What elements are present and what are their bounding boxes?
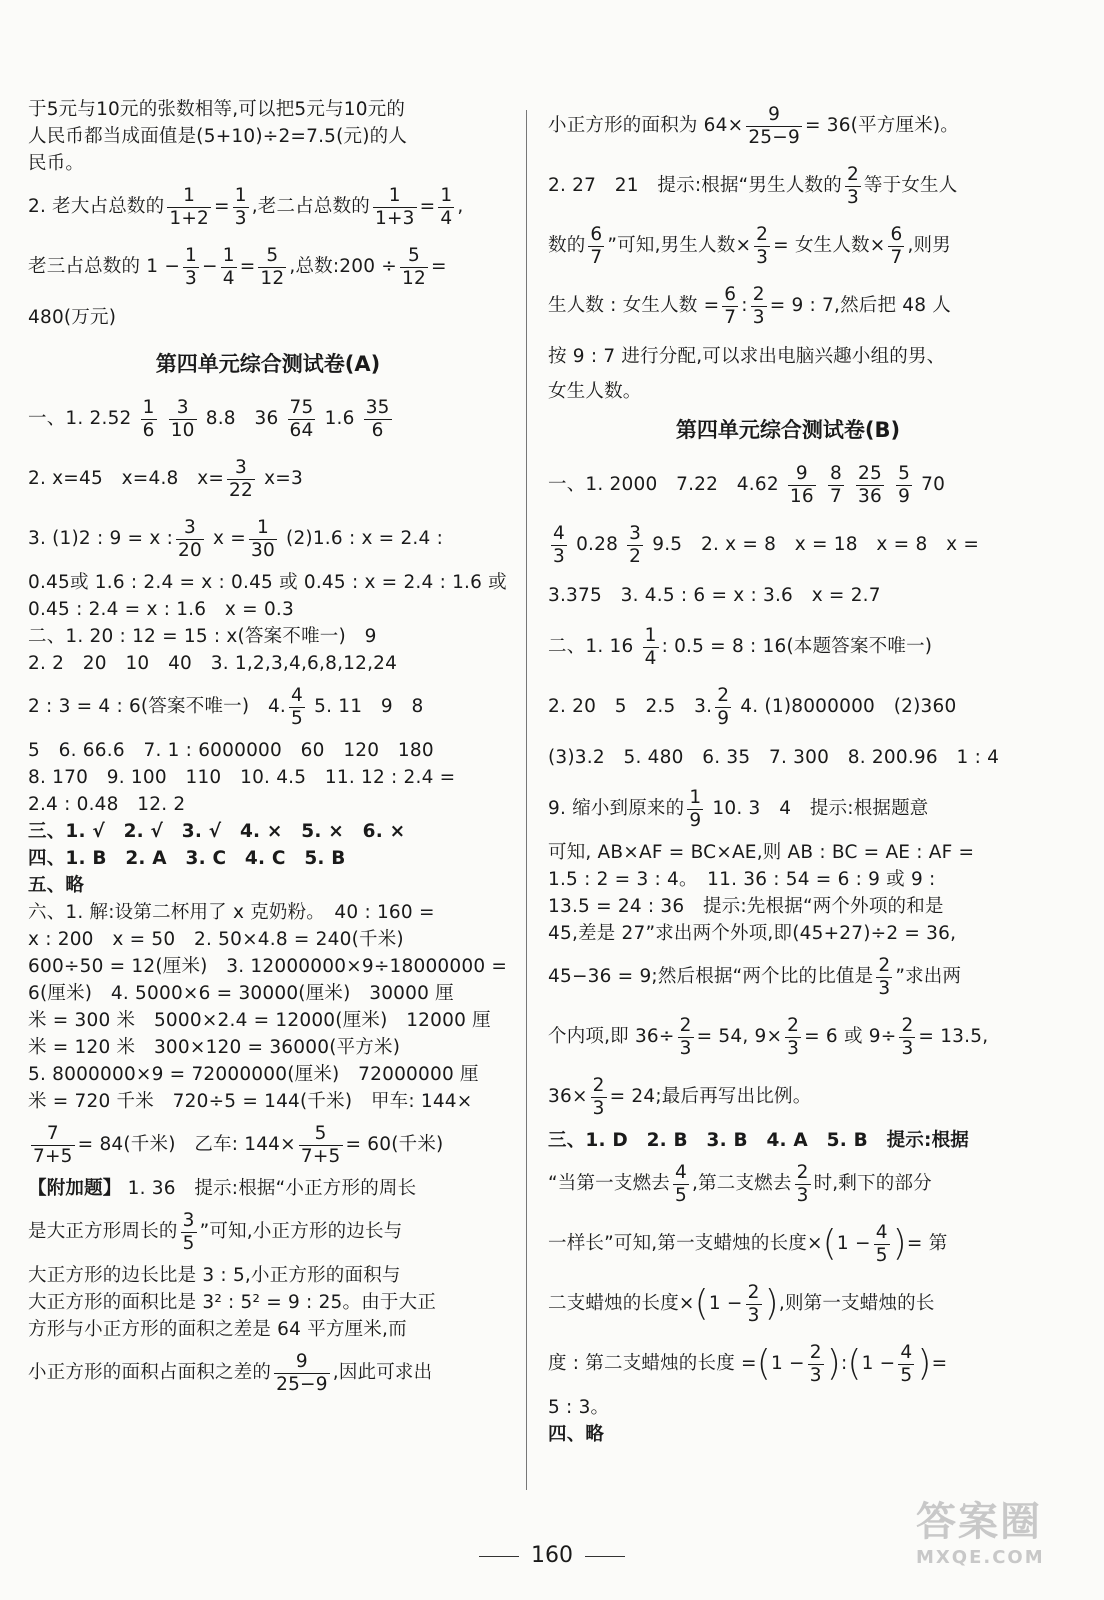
fraction: $\frac{1}{4}$	[440, 184, 453, 229]
text-line: x : 200 x = 50 2. 50×4.8 = 240(千米)	[28, 929, 404, 950]
text-line: 度 : 第二支蜡烛的长度 =(1 − $\frac{2}{3}$ ):(1 − $\frac{4}{5}$ )=	[548, 1341, 948, 1386]
watermark-logo: 答案圈 MXQE.COM	[916, 1499, 1045, 1568]
text-line: 45−36 = 9;然后根据“两个比的比值是 $\frac{2}{3}$ ”求出两	[548, 954, 962, 999]
text-line: 0.45 : 2.4 = x : 1.6 x = 0.3	[28, 599, 294, 620]
page-number: 160	[0, 1543, 1104, 1568]
text-line: 于5元与10元的张数相等,可以把5元与10元的	[28, 99, 406, 120]
text-line: 600÷50 = 12(厘米) 3. 12000000×9÷18000000 =	[28, 956, 508, 977]
text-line: 数的 $\frac{6}{7}$ ”可知,男生人数× $\frac{2}{3}$ = 女生人数× $\frac{6}{7}$ ,则男	[548, 223, 951, 268]
text-line: 女生人数。	[548, 381, 642, 402]
left-column	[28, 96, 508, 1403]
text-line: “当第一支燃去 $\frac{4}{5}$ ,第二支燃去 $\frac{2}{3}$ 时,剩下的部分	[548, 1161, 932, 1206]
fraction: $\frac{5}{12}$	[401, 244, 426, 289]
text-line: 一、1. 2.52 $\frac{1}{6}$ $\frac{3}{10}$ 8.8 36 $\frac{75}{64}$ 1.6 $\frac{35}{6}$	[28, 396, 390, 441]
text-line: 四、1. B 2. A 3. C 4. C 5. B	[28, 848, 346, 869]
text-line: 三、1. √ 2. √ 3. √ 4. × 5. × 6. ×	[28, 821, 406, 842]
text-line: 36× $\frac{2}{3}$ = 24;最后再写出比例。	[548, 1074, 812, 1119]
text-line: 5. 8000000×9 = 72000000(厘米) 72000000 厘	[28, 1064, 479, 1085]
text-line: 二、1. 16 $\frac{1}{4}$ : 0.5 = 8 : 16(本题答案不唯一)	[548, 624, 933, 669]
text-line: 米 = 300 米 5000×2.4 = 12000(厘米) 12000 厘	[28, 1010, 491, 1031]
text-line: 2. 老大占总数的 $\frac{1}{1+2}$ = $\frac{1}{3}$ ,老二占总数的 $\frac{1}{1+3}$ = $\frac{1}{4}$ ,	[28, 184, 464, 229]
text-line: 二、1. 20 : 12 = 15 : x(答案不唯一) 9	[28, 626, 377, 647]
text-line: 2. 20 5 2.5 3. $\frac{2}{9}$ 4. (1)8000000 (2)360	[548, 684, 957, 729]
section-title-a: 第四单元综合测试卷(A)	[155, 352, 381, 376]
text-line: (3)3.2 5. 480 6. 35 7. 300 8. 200.96 1 : 4	[548, 747, 1000, 768]
fraction: $\frac{1}{1+3}$	[374, 184, 415, 229]
column-divider	[526, 110, 527, 1490]
text-line: 45,差是 27”求出两个外项,即(45+27)÷2 = 36,	[548, 923, 957, 944]
text-line: 五、略	[28, 875, 85, 896]
text-line: 6(厘米) 4. 5000×6 = 30000(厘米) 30000 厘	[28, 983, 454, 1004]
text-line: 一、1. 2000 7.22 4.62 $\frac{9}{16}$ $\frac{8}{7}$ $\frac{25}{36}$ $\frac{5}{9}$ 70	[548, 462, 946, 507]
text-line: $\frac{4}{3}$ 0.28 $\frac{3}{2}$ 9.5 2. x = 8 x = 18 x = 8 x =	[553, 522, 980, 567]
text-line: 2. x=45 x=4.8 x= $\frac{3}{22}$ x=3	[28, 456, 303, 501]
text-line: 生人数 : 女生人数 = $\frac{6}{7}$ : $\frac{2}{3}$ = 9 : 7,然后把 48 人	[548, 283, 951, 328]
text-line: 【附加题】 1. 36 提示:根据“小正方形的周长	[28, 1178, 417, 1199]
text-line: 二支蜡烛的长度×(1 − $\frac{2}{3}$ ),则第一支蜡烛的长	[548, 1281, 935, 1326]
fraction: $\frac{1}{1+2}$	[169, 184, 209, 229]
text-line: 2.4 : 0.48 12. 2	[28, 794, 186, 815]
text-line: 人民币都当成面值是(5+10)÷2=7.5(元)的人	[28, 126, 408, 147]
text-line: 四、略	[548, 1424, 605, 1445]
text-line: 是大正方形周长的 $\frac{3}{5}$ ”可知,小正方形的边长与	[28, 1209, 403, 1254]
text-line: 13.5 = 24 : 36 提示:先根据“两个外项的和是	[548, 896, 944, 917]
fraction: $\frac{5}{12}$	[260, 244, 285, 289]
text-line: 2 : 3 = 4 : 6(答案不唯一) 4. $\frac{4}{5}$ 5. 11 9 8	[28, 684, 424, 729]
text-line: 小正方形的面积占面积之差的 $\frac{9}{25-9}$ ,因此可求出	[28, 1350, 433, 1395]
text-line: 六、1. 解:设第二杯用了 x 克奶粉。 40 : 160 =	[28, 902, 435, 923]
text-line: 2. 2 20 10 40 3. 1,2,3,4,6,8,12,24	[28, 653, 398, 674]
text-line: 可知, AB×AF = BC×AE,则 AB : BC = AE : AF =	[548, 842, 975, 863]
text-line: 一样长”可知,第一支蜡烛的长度×(1 − $\frac{4}{5}$ )= 第	[548, 1221, 948, 1266]
text-line: 0.45或 1.6 : 2.4 = x : 0.45 或 0.45 : x = 2.4 : 1.6 或	[28, 572, 507, 593]
text-line: 民币。	[28, 153, 85, 174]
text-line: 9. 缩小到原来的 $\frac{1}{9}$ 10. 3 4 提示:根据题意	[548, 786, 929, 831]
fraction: $\frac{1}{3}$	[185, 244, 198, 289]
text-line: 个内项,即 36÷ $\frac{2}{3}$ = 54, 9× $\frac{2}{3}$ = 6 或 9÷ $\frac{2}{3}$ = 13.5,	[548, 1014, 989, 1059]
fraction: $\frac{1}{4}$	[222, 244, 235, 289]
text-line: 3.375 3. 4.5 : 6 = x : 3.6 x = 2.7	[548, 585, 881, 606]
text-line: 2. 27 21 提示:根据“男生人数的 $\frac{2}{3}$ 等于女生人	[548, 163, 958, 208]
text-line: 方形与小正方形的面积之差是 64 平方厘米,而	[28, 1319, 407, 1340]
text-line: 8. 170 9. 100 110 10. 4.5 11. 12 : 2.4 =	[28, 767, 456, 788]
text-line: 大正方形的面积比是 3² : 5² = 9 : 25。由于大正	[28, 1292, 437, 1313]
text-line: 按 9 : 7 进行分配,可以求出电脑兴趣小组的男、	[548, 346, 946, 367]
text-line: 3. (1)2 : 9 = x : $\frac{3}{20}$ x = $\frac{1}{30}$ (2)1.6 : x = 2.4 :	[28, 516, 443, 561]
text-line: 小正方形的面积为 64× $\frac{9}{25-9}$ = 36(平方厘米)。	[548, 103, 960, 148]
right-column	[548, 96, 1028, 1448]
text-line: 5 6. 66.6 7. 1 : 6000000 60 120 180	[28, 740, 434, 761]
text-line: 1.5 : 2 = 3 : 4。 11. 36 : 54 = 6 : 9 或 9 :	[548, 869, 936, 890]
text-line: $\frac{7}{7+5}$ = 84(千米) 乙车: 144× $\frac{5}{7+5}$ = 60(千米)	[33, 1122, 444, 1167]
text-line: 480(万元)	[28, 307, 117, 328]
text-line: 米 = 120 米 300×120 = 36000(平方米)	[28, 1037, 401, 1058]
section-title-b: 第四单元综合测试卷(B)	[675, 418, 901, 442]
fraction: $\frac{1}{3}$	[234, 184, 247, 229]
text-line: 5 : 3。	[548, 1397, 610, 1418]
text-line: 米 = 720 千米 720÷5 = 144(千米) 甲车: 144×	[28, 1091, 473, 1112]
text-line: 老三占总数的 1 − $\frac{1}{3}$ − $\frac{1}{4}$ = $\frac{5}{12}$ ,总数:200 ÷ $\frac{5}{12}$ =	[28, 244, 447, 289]
text-line: 三、1. D 2. B 3. B 4. A 5. B 提示:根据	[548, 1130, 969, 1151]
text-line: 大正方形的边长比是 3 : 5,小正方形的面积与	[28, 1265, 401, 1286]
